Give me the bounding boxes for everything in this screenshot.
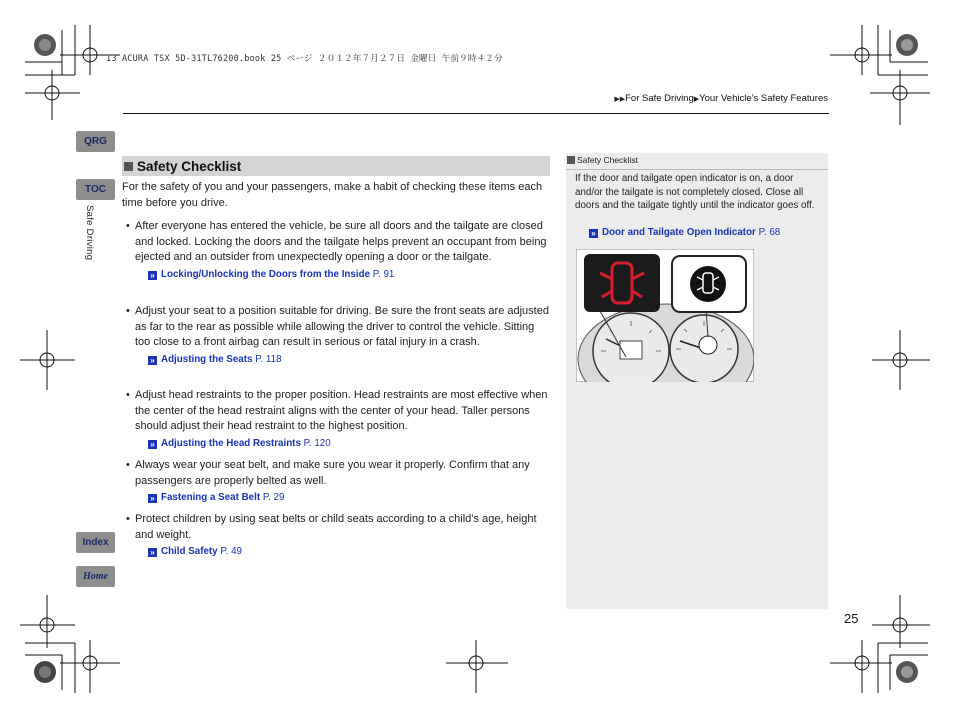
section-header	[122, 156, 550, 176]
section-side-tab: Safe Driving	[84, 205, 95, 261]
cross-reference-link[interactable]: » Child Safety P. 49	[148, 544, 550, 560]
breadcrumb-level1[interactable]: For Safe Driving	[625, 93, 694, 104]
checklist-item	[122, 458, 550, 506]
print-header: 13 ACURA TSX 5D-31TL76200.book 25 ページ ２０１２年７月２７日 金曜日 午前９時４２分	[106, 54, 503, 64]
breadcrumb	[614, 93, 828, 104]
toc-button[interactable]: TOC	[76, 179, 115, 200]
checklist-item	[122, 388, 550, 451]
sidebar-cross-reference-link[interactable]: » Door and Tailgate Open Indicator P. 68	[589, 227, 780, 238]
cross-reference-icon: »	[589, 229, 598, 238]
checklist-item-text: Adjust your seat to a position suitable for driving. Be sure the front seats are adjusted as far to the rear as possible while allowing the driver to control the vehicle. Sitting too close to a front airbag can result in serious or fatal injury in a crash.	[135, 305, 549, 348]
cross-reference-icon: »	[148, 548, 157, 557]
cross-reference-link[interactable]: » Adjusting the Seats P. 118	[148, 352, 550, 368]
checklist-item-text: After everyone has entered the vehicle, be sure all doors and the tailgate are closed and locked. Locking the doors and the tailgate helps prevent an occupant from being ejected and an outsider from unexpectedly opening a door or the tailgate.	[135, 220, 547, 263]
section-intro: For the safety of you and your passengers, make a habit of checking these items each time before you drive.	[122, 181, 543, 209]
breadcrumb-arrow-icon: ▶	[693, 96, 700, 103]
sidebar-note-title: Safety Checklist	[566, 155, 828, 170]
bullet-icon: •	[126, 220, 130, 232]
checklist-item-text: Adjust head restraints to the proper position. Head restraints are most effective when the center of the head restraint aligns with the center of your head. Taller persons should adjust their head restraint to the highest position.	[135, 389, 548, 432]
header-rule	[123, 113, 829, 114]
bullet-icon: •	[126, 389, 130, 401]
checklist-item	[122, 304, 550, 367]
cross-reference-icon: »	[148, 271, 157, 280]
checklist-item-text: Protect children by using seat belts or child seats according to a child’s age, height and weight.	[135, 513, 537, 541]
cross-reference-link[interactable]: » Adjusting the Head Restraints P. 120	[148, 436, 550, 452]
cross-reference-link[interactable]: » Locking/Unlocking the Doors from the Inside P. 91	[148, 267, 550, 283]
breadcrumb-level2[interactable]: Your Vehicle’s Safety Features	[699, 93, 828, 104]
bullet-icon: •	[126, 305, 130, 317]
qrg-button[interactable]: QRG	[76, 131, 115, 152]
breadcrumb-arrow-icon: ▶▶	[614, 96, 626, 103]
checklist-item	[122, 219, 550, 282]
cross-reference-icon: »	[148, 356, 157, 365]
checklist-item-text: Always wear your seat belt, and make sure you wear it properly. Confirm that any passengers are properly belted as well.	[135, 459, 530, 487]
section-title: Safety Checklist	[137, 158, 242, 174]
home-button[interactable]: Home	[76, 566, 115, 587]
note-marker-icon	[567, 156, 575, 164]
bullet-icon: •	[126, 459, 130, 471]
cross-reference-icon: »	[148, 440, 157, 449]
bullet-icon: •	[126, 513, 130, 525]
page-number: 25	[844, 611, 859, 626]
index-button[interactable]: Index	[76, 532, 115, 553]
instrument-cluster-illustration	[576, 249, 754, 382]
section-marker-icon	[124, 162, 133, 171]
cross-reference-icon: »	[148, 494, 157, 503]
cross-reference-link[interactable]: » Fastening a Seat Belt P. 29	[148, 490, 550, 506]
checklist-item	[122, 512, 550, 560]
sidebar-note-text: If the door and tailgate open indicator is on, a door and/or the tailgate is not completely closed. Close all doors and the tailgate tightly until the indicator goes off.	[575, 173, 815, 211]
